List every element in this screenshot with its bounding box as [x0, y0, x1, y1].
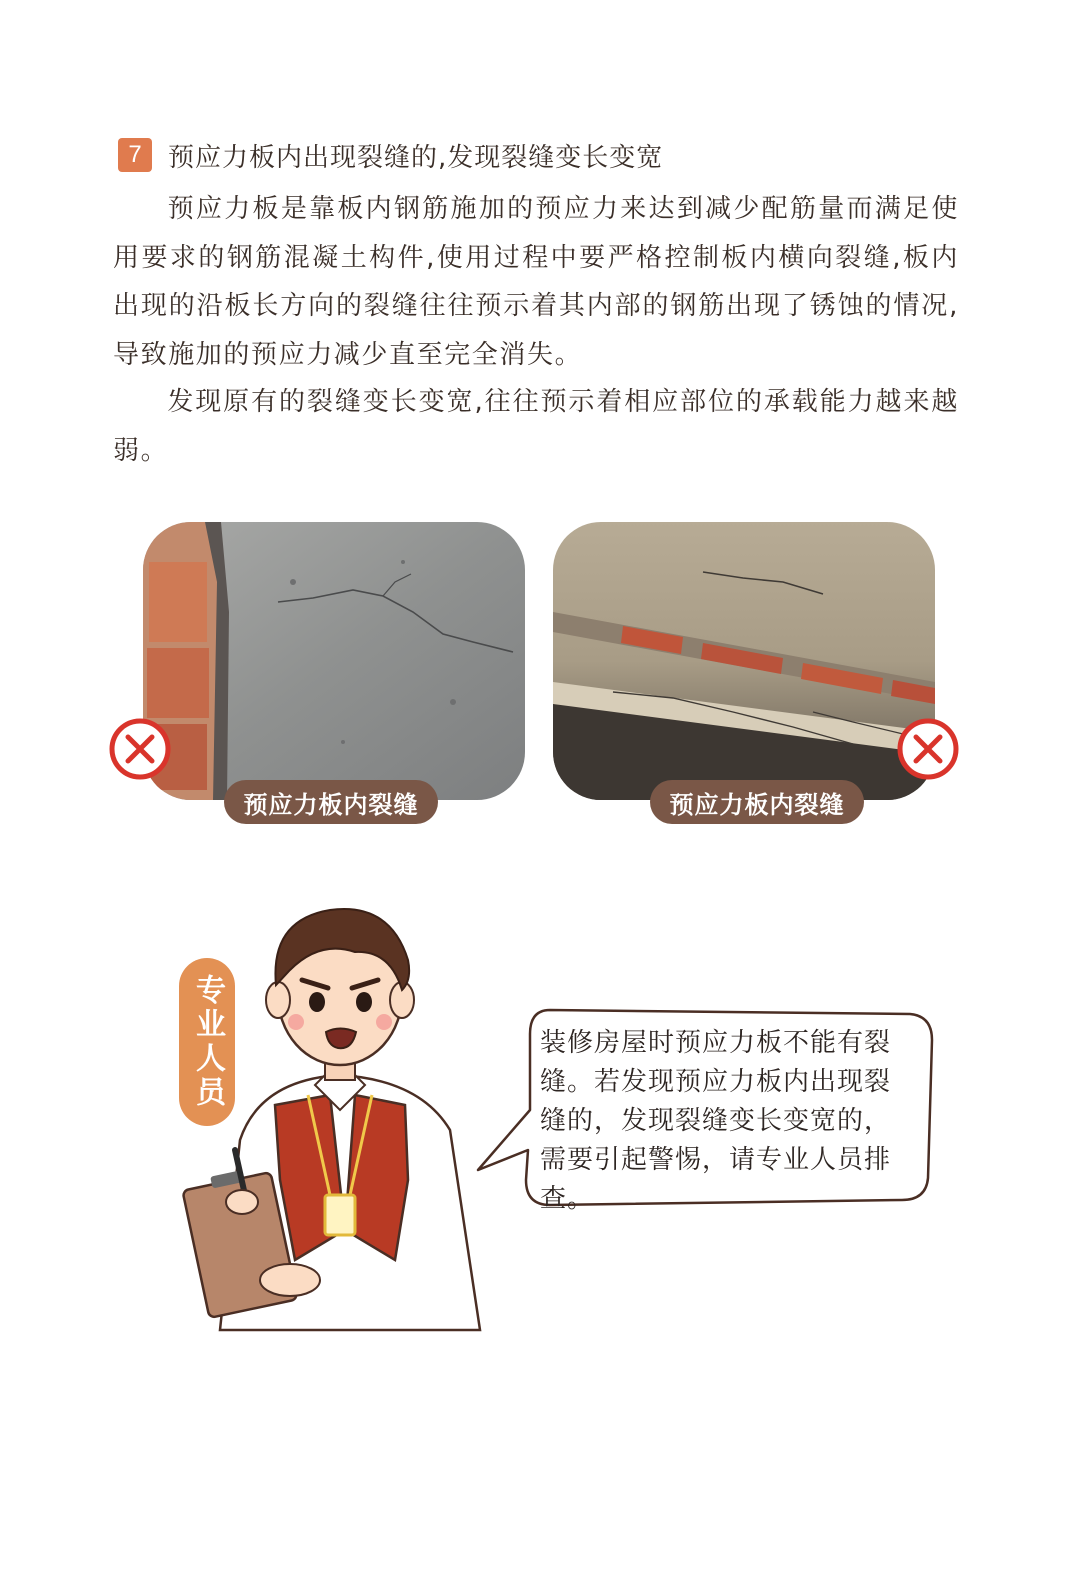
crack-photo-2 [553, 522, 935, 800]
photo-caption-1: 预应力板内裂缝 [224, 780, 438, 824]
paragraph-text: 预应力板是靠板内钢筋施加的预应力来达到减少配筋量而满足使用要求的钢筋混凝土构件,使用过程中要严格控制板内横向裂缝,板内出现的沿板长方向的裂缝往往预示着其内部的钢筋出现了锈蚀的情况,导致施加的预应力减少直至完全消失。 [113, 194, 959, 370]
prohibited-icon [896, 717, 960, 781]
body-paragraph-2 [113, 378, 959, 475]
section-heading [118, 133, 663, 177]
role-tag: 专业人员 [179, 958, 235, 1126]
paragraph-text: 发现原有的裂缝变长变宽,往往预示着相应部位的承载能力越来越弱。 [113, 387, 959, 466]
body-paragraph-1 [113, 185, 959, 379]
photo-caption-2: 预应力板内裂缝 [650, 780, 864, 824]
crack-photo-1 [143, 522, 525, 800]
section-number-badge: 7 [118, 138, 152, 172]
prohibited-icon [108, 717, 172, 781]
speech-text: 装修房屋时预应力板不能有裂缝。若发现预应力板内出现裂缝的，发现裂缝变长变宽的，需要引起警惕，请专业人员排查。 [540, 1028, 892, 1214]
section-title: 预应力板内出现裂缝的,发现裂缝变长变宽 [168, 142, 664, 173]
